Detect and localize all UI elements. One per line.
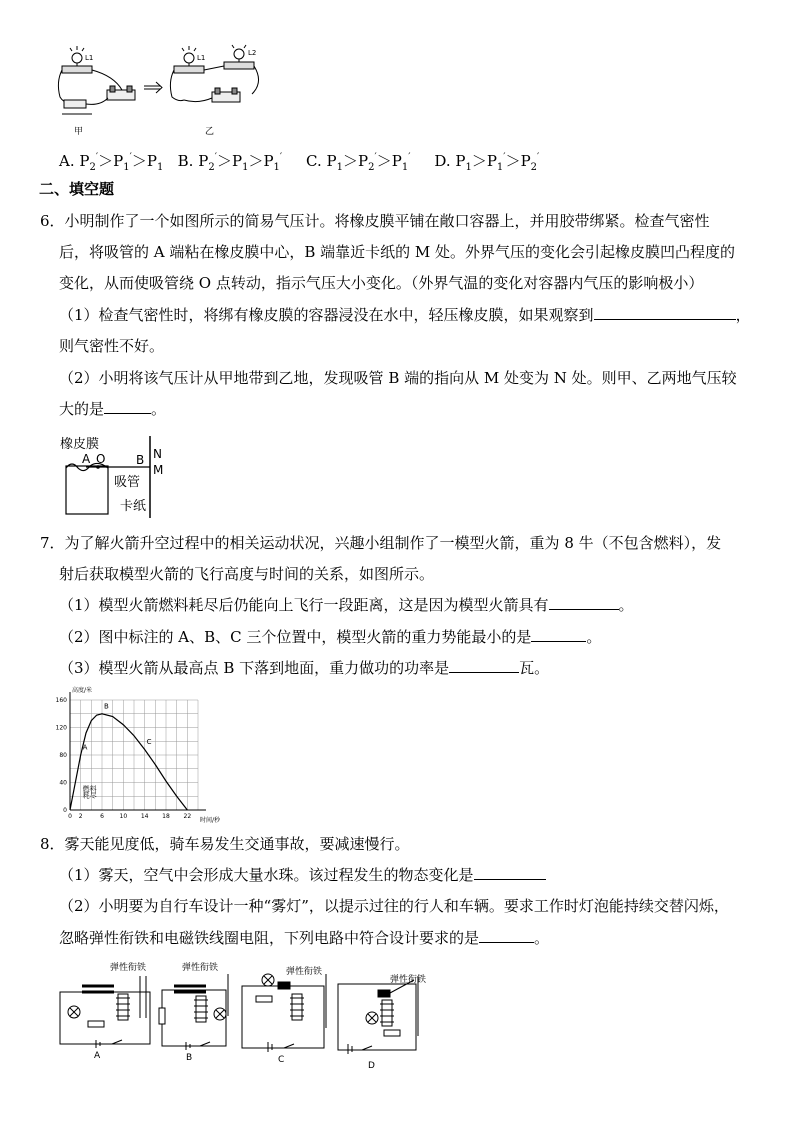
- label-straw: 吸管: [114, 475, 141, 490]
- x-tick-label: 6: [100, 813, 104, 820]
- x-tick-label: 14: [140, 813, 149, 820]
- q8-part2-end: 。: [534, 929, 550, 947]
- y-tick-label: 40: [59, 779, 67, 787]
- q7-part1: [59, 595, 634, 615]
- q7-part3-text: （3）模型火箭从最高点 B 下落到地面，重力做功的功率是: [59, 659, 450, 677]
- arrow-icon: [144, 82, 162, 93]
- y-axis-label: 高度/米: [72, 687, 93, 694]
- q6-line-2: 后，将吸管的 A 端粘在橡皮膜中心，B 端靠近卡纸的 M 处。外界气压的变化会引起橡皮膜凹凸程度的: [59, 243, 736, 261]
- q5-option-b: B. $P_2'>P_1>P_1'$: [177, 152, 283, 173]
- x-tick-label: 18: [162, 813, 170, 820]
- y-tick-label: 80: [59, 752, 67, 759]
- x-tick-label: 0: [68, 813, 72, 820]
- q7-part2-text: （2）图中标注的 A、B、C 三个位置中，模型火箭的重力势能最小的是: [59, 628, 532, 646]
- q6-line-1: 6．小明制作了一个如图所示的简易气压计。将橡皮膜平铺在敞口容器上，并用胶带绑紧。检查气密性: [40, 212, 710, 230]
- q7-part3: [59, 658, 549, 678]
- barometer-figure: [58, 430, 178, 520]
- label-b: B: [136, 453, 145, 467]
- q7-answer-blank-2[interactable]: [531, 627, 586, 642]
- q6-part1-cont: 则气密性不好。: [59, 337, 165, 355]
- q8-answer-blank-1[interactable]: [474, 865, 546, 880]
- x-tick-label: 22: [183, 813, 192, 820]
- q5-options: [59, 148, 539, 178]
- q6-part1-text: （1）检查气密性时，将绑有橡皮膜的容器浸没在水中，轻压橡皮膜，如果观察到: [59, 306, 594, 324]
- circuit-jia: [58, 46, 135, 114]
- q6-part2: （2）小明将该气压计从甲地带到乙地，发现吸管 B 端的指向从 M 处变为 N 处。则甲、乙两地气压较: [59, 369, 737, 387]
- x-tick-label: 2: [78, 813, 83, 820]
- chart-annotation: 耗尽: [82, 791, 97, 800]
- q6-part2-text: 大的是: [59, 400, 105, 418]
- q7-part1-end: 。: [618, 596, 634, 614]
- q8-part2-text: 忽略弹性衔铁和电磁铁线圈电阻，下列电路中符合设计要求的是: [59, 929, 480, 947]
- section-title: 二、填空题: [39, 180, 115, 198]
- q8-answer-blank-2[interactable]: [479, 928, 534, 943]
- armature-label-a: 弹性衔铁: [110, 963, 147, 973]
- q5-option-a: A. $P_2'>P_1'>P_1$: [59, 152, 164, 173]
- q6-part2-cont: [59, 399, 166, 419]
- q6-answer-blank-2[interactable]: [104, 399, 151, 414]
- q8-part2: （2）小明要为自行车设计一种“雾灯”，以提示过往的行人和车辆。要求工作时灯泡能持续交替闪烁，: [59, 897, 729, 915]
- circuit-d: [338, 976, 418, 1054]
- x-tick-label: 10: [119, 813, 128, 820]
- y-tick-label: 160: [55, 697, 67, 704]
- circuit-b: [159, 974, 228, 1050]
- q5-circuit-figure: [52, 42, 272, 140]
- label-n: N: [153, 447, 162, 461]
- circuit-yi: [170, 45, 258, 102]
- x-axis-label: 时间/秒: [200, 817, 220, 824]
- q5-option-d: D. $P_1>P_1'>P_2'$: [434, 152, 540, 173]
- q7-part2-end: 。: [586, 628, 602, 646]
- q7-line-1: 7．为了解火箭升空过程中的相关运动状况，兴趣小组制作了一模型火箭，重为 8 牛（不包含燃料），发: [40, 534, 722, 552]
- fig5-lamp2-label: L2: [248, 49, 257, 57]
- chart-annotation: C: [146, 738, 152, 746]
- armature-label-b: 弹性衔铁: [182, 963, 219, 973]
- armature-label-d: 弹性衔铁: [390, 975, 427, 985]
- q6-part1-end: ，: [735, 306, 751, 324]
- option-label-b: B: [186, 1053, 193, 1063]
- q6-part2-end: 。: [151, 400, 167, 418]
- chart-annotation: B: [104, 702, 109, 711]
- rocket-height-chart: [50, 684, 220, 824]
- option-label-c: C: [278, 1055, 285, 1065]
- fig5-label-yi: 乙: [205, 127, 215, 137]
- q7-part3-end: 瓦。: [519, 659, 550, 677]
- q8-part1-text: （1）雾天，空气中会形成大量水珠。该过程发生的物态变化是: [59, 866, 474, 884]
- y-tick-label: 0: [63, 807, 67, 814]
- q7-part1-text: （1）模型火箭燃料耗尽后仍能向上飞行一段距离，这是因为模型火箭具有: [59, 596, 549, 614]
- label-o: O: [96, 452, 106, 466]
- armature-label-c: 弹性衔铁: [286, 967, 323, 977]
- label-a: A: [82, 452, 91, 466]
- q6-part1: [59, 305, 751, 325]
- y-tick-label: 120: [55, 724, 67, 732]
- chart-annotation: A: [82, 743, 88, 752]
- q6-line-3: 变化，从而使吸管绕 O 点转动，指示气压大小变化。（外界气温的变化对容器内气压的影响极小）: [59, 274, 704, 292]
- q8-part1: [59, 865, 546, 885]
- q5-option-c: C. $P_1>P_2'>P_1'$: [306, 152, 411, 173]
- label-membrane: 橡皮膜: [60, 437, 100, 452]
- fig5-lamp1-label: L1: [85, 54, 94, 62]
- label-card: 卡纸: [120, 499, 147, 514]
- chart-annotation: 燃料: [82, 784, 97, 793]
- q7-part2: [59, 627, 601, 647]
- circuit-c: [242, 974, 326, 1052]
- fig5-label-jia: 甲: [74, 127, 84, 137]
- q8-part2-cont: [59, 928, 549, 948]
- fig5-lamp1b-label: L1: [197, 54, 206, 62]
- q7-answer-blank-3[interactable]: [449, 658, 519, 673]
- q6-answer-blank-1[interactable]: [594, 305, 736, 320]
- q7-answer-blank-1[interactable]: [549, 595, 619, 610]
- label-m: M: [153, 463, 164, 477]
- q8-line-1: 8．雾天能见度低，骑车易发生交通事故，要减速慢行。: [40, 835, 410, 853]
- option-label-a: A: [94, 1051, 101, 1061]
- circuit-a: [60, 976, 150, 1048]
- option-label-d: D: [368, 1061, 375, 1071]
- container: [66, 466, 108, 514]
- fog-light-circuits-figure: [52, 956, 442, 1072]
- q7-line-2: 射后获取模型火箭的飞行高度与时间的关系，如图所示。: [59, 565, 435, 583]
